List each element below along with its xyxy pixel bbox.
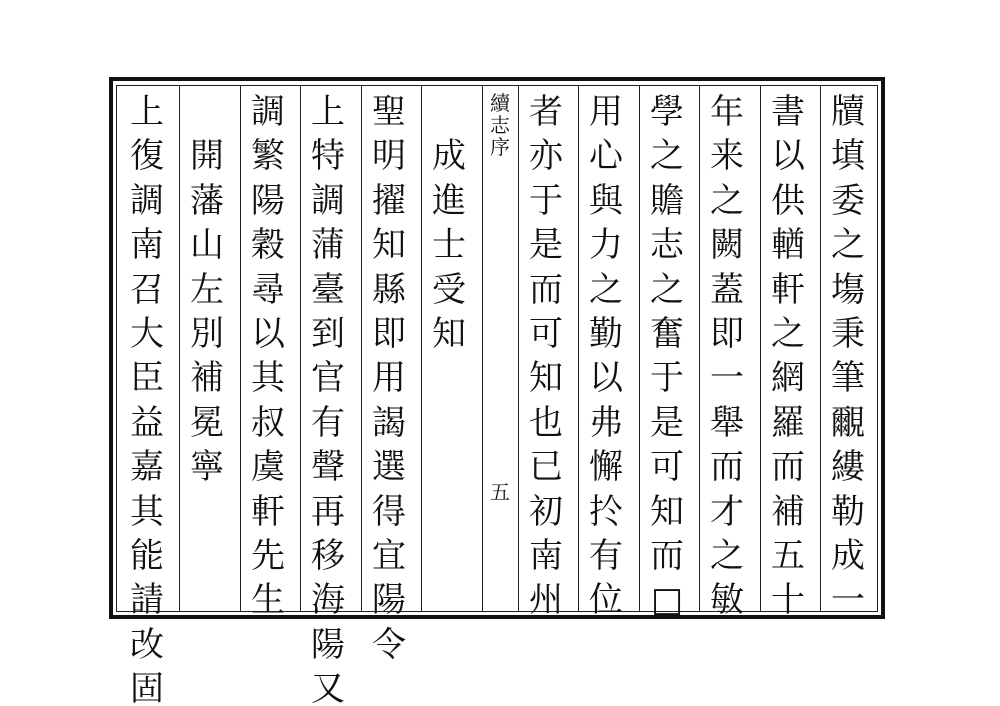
- character: 成: [432, 136, 466, 177]
- character: 筆: [831, 358, 865, 399]
- text-column-1: [826, 90, 870, 621]
- character: 舉: [710, 402, 744, 443]
- character: 羅: [771, 402, 805, 443]
- character: 陽: [311, 624, 345, 665]
- text-column-5: [584, 90, 628, 621]
- character: 亦: [529, 136, 563, 177]
- character: 之: [710, 535, 744, 576]
- character: 覼: [831, 402, 865, 443]
- character: 復: [130, 136, 164, 177]
- text-column-7: [427, 90, 471, 608]
- character: 縣: [372, 269, 406, 310]
- character: 受: [432, 269, 466, 310]
- margin-title-char: 序: [490, 135, 510, 159]
- character: 上: [130, 92, 164, 132]
- character: 穀: [251, 225, 285, 266]
- character: 之: [710, 180, 744, 221]
- character: 而: [771, 447, 805, 488]
- character: 已: [529, 447, 563, 488]
- character: 學: [650, 92, 684, 132]
- character: 軒: [251, 491, 285, 532]
- character: 弗: [589, 402, 623, 443]
- character: 益: [130, 402, 164, 443]
- character: 叔: [251, 402, 285, 443]
- margin-title: [482, 92, 518, 158]
- character: 尋: [251, 269, 285, 310]
- character: 能: [130, 535, 164, 576]
- character: 蓋: [710, 269, 744, 310]
- character: 令: [372, 624, 406, 665]
- character: 即: [372, 313, 406, 354]
- character: 来: [710, 136, 744, 177]
- character: 知: [650, 491, 684, 532]
- text-column-6: [524, 90, 568, 621]
- character: 五: [771, 535, 805, 576]
- character: 寧: [190, 447, 224, 488]
- character: 一: [710, 358, 744, 399]
- character: 陽: [372, 580, 406, 621]
- margin-title-char: 志: [490, 113, 510, 137]
- character: 成: [831, 535, 865, 576]
- character: 用: [372, 358, 406, 399]
- column-divider: [518, 86, 519, 611]
- character: 州: [529, 580, 563, 621]
- character: 冕: [190, 402, 224, 443]
- text-column-8: [367, 90, 411, 665]
- character: 其: [251, 358, 285, 399]
- character: 藩: [190, 180, 224, 221]
- column-divider: [578, 86, 579, 611]
- character: 力: [589, 225, 623, 266]
- text-column-12: [125, 90, 169, 706]
- character: 有: [311, 402, 345, 443]
- character: 填: [831, 136, 865, 177]
- character: 士: [432, 225, 466, 266]
- character: 是: [650, 402, 684, 443]
- character: 明: [372, 136, 406, 177]
- character: 心: [589, 136, 623, 177]
- column-divider: [760, 86, 761, 611]
- character: 謁: [372, 402, 406, 443]
- indent-space: [427, 90, 471, 134]
- character: 補: [190, 358, 224, 399]
- indent-space: [185, 90, 229, 134]
- character: 大: [130, 313, 164, 354]
- character: 有: [589, 535, 623, 576]
- character: 秉: [831, 313, 865, 354]
- text-column-2: [766, 90, 810, 621]
- character: 南: [529, 535, 563, 576]
- character: 請: [130, 580, 164, 621]
- text-column-4: [645, 90, 689, 621]
- column-divider: [639, 86, 640, 611]
- character: 蒲: [311, 225, 345, 266]
- character: 贍: [650, 180, 684, 221]
- character: 開: [190, 136, 224, 177]
- column-divider: [179, 86, 180, 611]
- column-divider: [240, 86, 241, 611]
- text-column-11: [185, 90, 229, 608]
- character: 聲: [311, 447, 345, 488]
- character: 于: [529, 180, 563, 221]
- character: 山: [190, 225, 224, 266]
- character: 書: [771, 92, 805, 132]
- character: 之: [650, 136, 684, 177]
- character: 先: [251, 535, 285, 576]
- character: 調: [130, 180, 164, 221]
- character: 生: [251, 580, 285, 621]
- character: 宜: [372, 535, 406, 576]
- character: 改: [130, 624, 164, 665]
- character: 一: [831, 580, 865, 621]
- character: 移: [311, 535, 345, 576]
- character: 南: [130, 225, 164, 266]
- character: 知: [529, 358, 563, 399]
- character: 而: [529, 269, 563, 310]
- character: 志: [650, 225, 684, 266]
- text-column-10: [246, 90, 290, 621]
- character: 敏: [710, 580, 744, 621]
- character: 別: [190, 313, 224, 354]
- character: 繁: [251, 136, 285, 177]
- character: 知: [432, 313, 466, 354]
- character: 勤: [589, 313, 623, 354]
- character: 調: [311, 180, 345, 221]
- character: 官: [311, 358, 345, 399]
- character: 擢: [372, 180, 406, 221]
- character: 勒: [831, 491, 865, 532]
- character: 供: [771, 180, 805, 221]
- character: 知: [372, 225, 406, 266]
- character: 初: [529, 491, 563, 532]
- character: 補: [771, 491, 805, 532]
- character: 扵: [589, 491, 623, 532]
- character: 上: [311, 92, 345, 132]
- character: 而: [650, 535, 684, 576]
- character: 之: [771, 313, 805, 354]
- character: 之: [589, 269, 623, 310]
- character: 選: [372, 447, 406, 488]
- character: 得: [372, 491, 406, 532]
- character: 虞: [251, 447, 285, 488]
- character: 臣: [130, 358, 164, 399]
- character: 陽: [251, 180, 285, 221]
- character: 特: [311, 136, 345, 177]
- character: 到: [311, 313, 345, 354]
- character: 即: [710, 313, 744, 354]
- character: 海: [311, 580, 345, 621]
- character: 奮: [650, 313, 684, 354]
- character: 者: [529, 92, 563, 132]
- character: 委: [831, 180, 865, 221]
- character: 其: [130, 491, 164, 532]
- column-divider: [300, 86, 301, 611]
- center-margin: [482, 86, 518, 611]
- character: 年: [710, 92, 744, 132]
- character: 召: [130, 269, 164, 310]
- character: 調: [251, 92, 285, 132]
- character: □: [650, 580, 684, 621]
- character: 又: [311, 669, 345, 706]
- margin-title-char: 續: [490, 91, 510, 115]
- column-divider: [361, 86, 362, 611]
- character: 闕: [710, 225, 744, 266]
- character: 于: [650, 358, 684, 399]
- character: 輶: [771, 225, 805, 266]
- character: 臺: [311, 269, 345, 310]
- character: 位: [589, 580, 623, 621]
- character: 才: [710, 491, 744, 532]
- character: 縷: [831, 447, 865, 488]
- character: 之: [831, 225, 865, 266]
- character: 以: [589, 358, 623, 399]
- character: 用: [589, 92, 623, 132]
- character: 軒: [771, 269, 805, 310]
- character: 可: [650, 447, 684, 488]
- character: 牘: [831, 92, 865, 132]
- character: 之: [650, 269, 684, 310]
- column-divider: [421, 86, 422, 611]
- character: 固: [130, 669, 164, 706]
- character: 嘉: [130, 447, 164, 488]
- character: 懈: [589, 447, 623, 488]
- character: 網: [771, 358, 805, 399]
- column-divider: [820, 86, 821, 611]
- character: 塲: [831, 269, 865, 310]
- character: 再: [311, 491, 345, 532]
- character: 進: [432, 180, 466, 221]
- character: 可: [529, 313, 563, 354]
- character: 以: [251, 313, 285, 354]
- character: 十: [771, 580, 805, 621]
- character: 以: [771, 136, 805, 177]
- text-column-3: [705, 90, 749, 621]
- column-divider: [699, 86, 700, 611]
- character: 與: [589, 180, 623, 221]
- page-number: 五: [490, 480, 510, 504]
- character: 左: [190, 269, 224, 310]
- character: 也: [529, 402, 563, 443]
- character: 聖: [372, 92, 406, 132]
- character: 而: [710, 447, 744, 488]
- character: 是: [529, 225, 563, 266]
- text-column-9: [306, 90, 350, 706]
